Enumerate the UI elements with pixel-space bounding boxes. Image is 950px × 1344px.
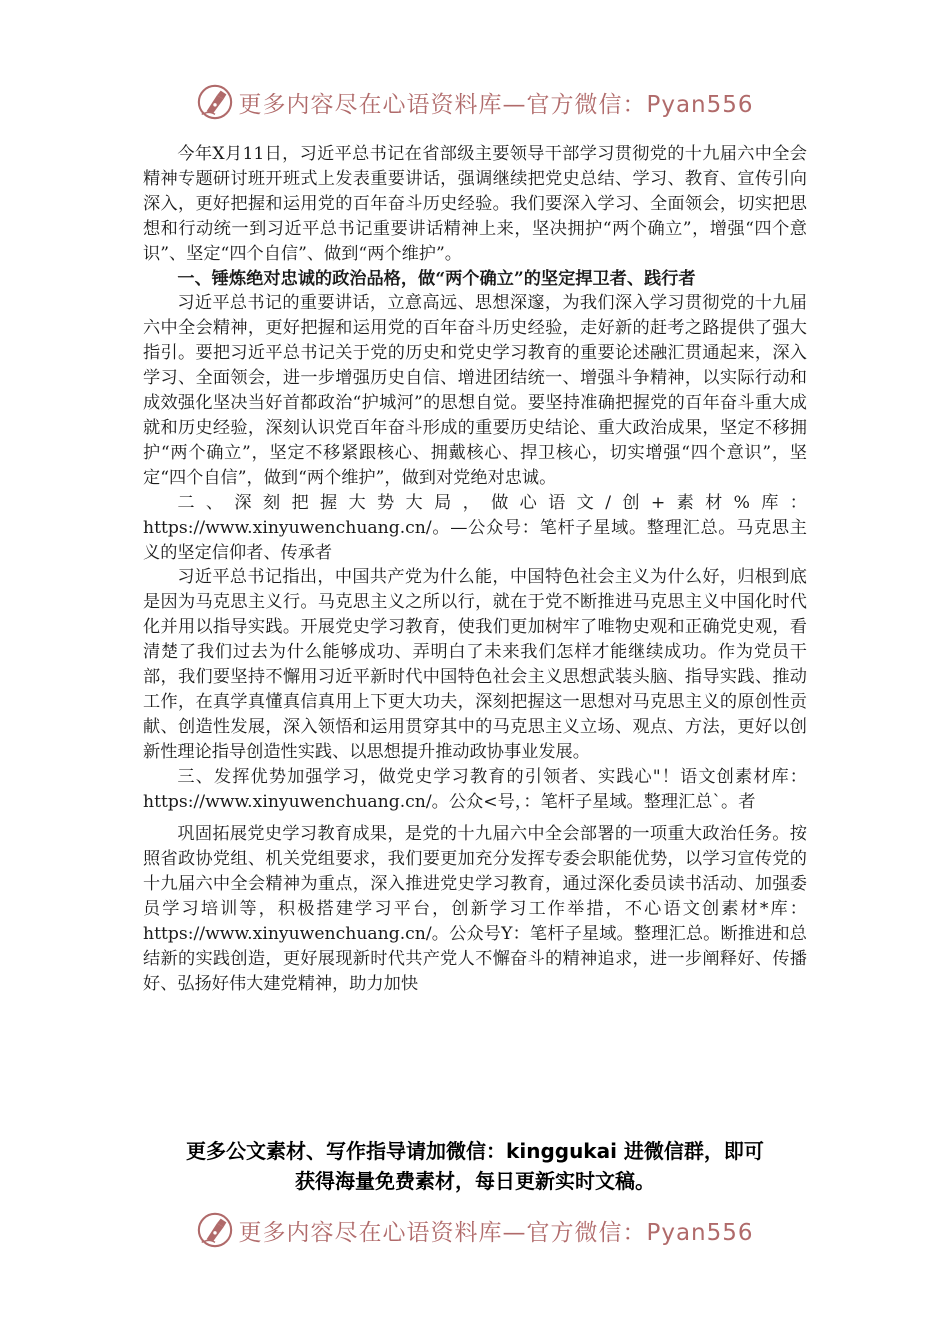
- paragraph-section-3: 巩固拓展党史学习教育成果，是党的十九届六中全会部署的一项重大政治任务。按照省政协党组、机关党组要求，我们要更加充分发挥专委会职能优势，以学习宣传党的十九届六中全会精神为重点，深入推进党史学习教育，通过深化委员读书活动、加强委员学习培训等，积极搭建学习平台，创新学习工作举措，不心语文创素材*库：https://www.xinyuwenchuang.cn/。公众号Y：笔杆子星域。整理汇总。断推进和总结新的实践创造，更好展现新时代共产党人不懈奋斗的精神追求，进一步阐释好、传播好、弘扬好伟大建党精神，助力加快: [143, 824, 807, 994]
- section-heading-1: 一、锤炼绝对忠诚的政治品格，做“两个确立”的坚定捍卫者、践行者: [177, 268, 696, 289]
- banner-text: 更多内容尽在心语资料库—官方微信：Pyan556: [238, 91, 754, 118]
- footer-note: [0, 1136, 950, 1196]
- pen-nib-logo-icon: [196, 1211, 234, 1249]
- section-heading-3: 三、发挥优势加强学习，做党史学习教育的引领者、实践心"！语文创素材库：https://www.xinyuwenchuang.cn/。公众<号，：笔杆子星域。整理汇总`。者: [143, 766, 807, 812]
- footer-note-line-2: 获得海量免费素材，每日更新实时文稿。: [295, 1169, 655, 1193]
- paragraph-section-1: 习近平总书记的重要讲话，立意高远、思想深邃，为我们深入学习贯彻党的十九届六中全会精神，更好把握和运用党的百年奋斗历史经验，走好新的赶考之路提供了强大指引。要把习近平总书记关于党的历史和党史学习教育的重要论述融汇贯通起来，深入学习、全面领会，进一步增强历史自信、增进团结统一、增强斗争精神，以实际行动和成效强化坚决当好首都政治“护城河”的思想自觉。要坚持准确把握党的百年奋斗重大成就和历史经验，深刻认识党百年奋斗形成的重要历史结论、重大政治成果，坚定不移拥护“两个确立”，坚定不移紧跟核心、拥戴核心、捍卫核心，切实增强“四个意识”，坚定“四个自信”，做到“两个维护”，做到对党绝对忠诚。: [143, 293, 807, 488]
- pen-nib-logo-icon: [196, 83, 234, 121]
- footer-banner: [0, 1210, 950, 1250]
- header-banner: [0, 82, 950, 122]
- banner-text: 更多内容尽在心语资料库—官方微信：Pyan556: [238, 1219, 754, 1246]
- section-heading-2: 二、深刻把握大势大局，做心语文/创+素材%库：https://www.xinyuwenchuang.cn/。—公众号：笔杆子星域。整理汇总。马克思主义的坚定信仰者、传承者: [143, 492, 807, 563]
- document-body: [143, 142, 807, 997]
- paragraph-section-2: 习近平总书记指出，中国共产党为什么能，中国特色社会主义为什么好，归根到底是因为马克思主义行。马克思主义之所以行，就在于党不断推进马克思主义中国化时代化并用以指导实践。开展党史学习教育，使我们更加树牢了唯物史观和正确党史观，看清楚了我们过去为什么能够成功、弄明白了未来我们怎样才能继续成功。作为党员干部，我们要坚持不懈用习近平新时代中国特色社会主义思想武装头脑、指导实践、推动工作，在真学真懂真信真用上下更大功夫，深刻把握这一思想对马克思主义的原创性贡献、创造性发展，深入领悟和运用贯穿其中的马克思主义立场、观点、方法，更好以创新性理论指导创造性实践、以思想提升推动政协事业发展。: [143, 567, 807, 762]
- footer-note-line-1: 更多公文素材、写作指导请加微信：kinggukai 进微信群，即可: [186, 1139, 764, 1163]
- paragraph-intro: 今年X月11日，习近平总书记在省部级主要领导干部学习贯彻党的十九届六中全会精神专题研讨班开班式上发表重要讲话，强调继续把党史总结、学习、教育、宣传引向深入，更好把握和运用党的百年奋斗历史经验。我们要深入学习、全面领会，切实把思想和行动统一到习近平总书记重要讲话精神上来，坚决拥护“两个确立”，增强“四个意识”、坚定“四个自信”、做到“两个维护”。: [143, 144, 807, 264]
